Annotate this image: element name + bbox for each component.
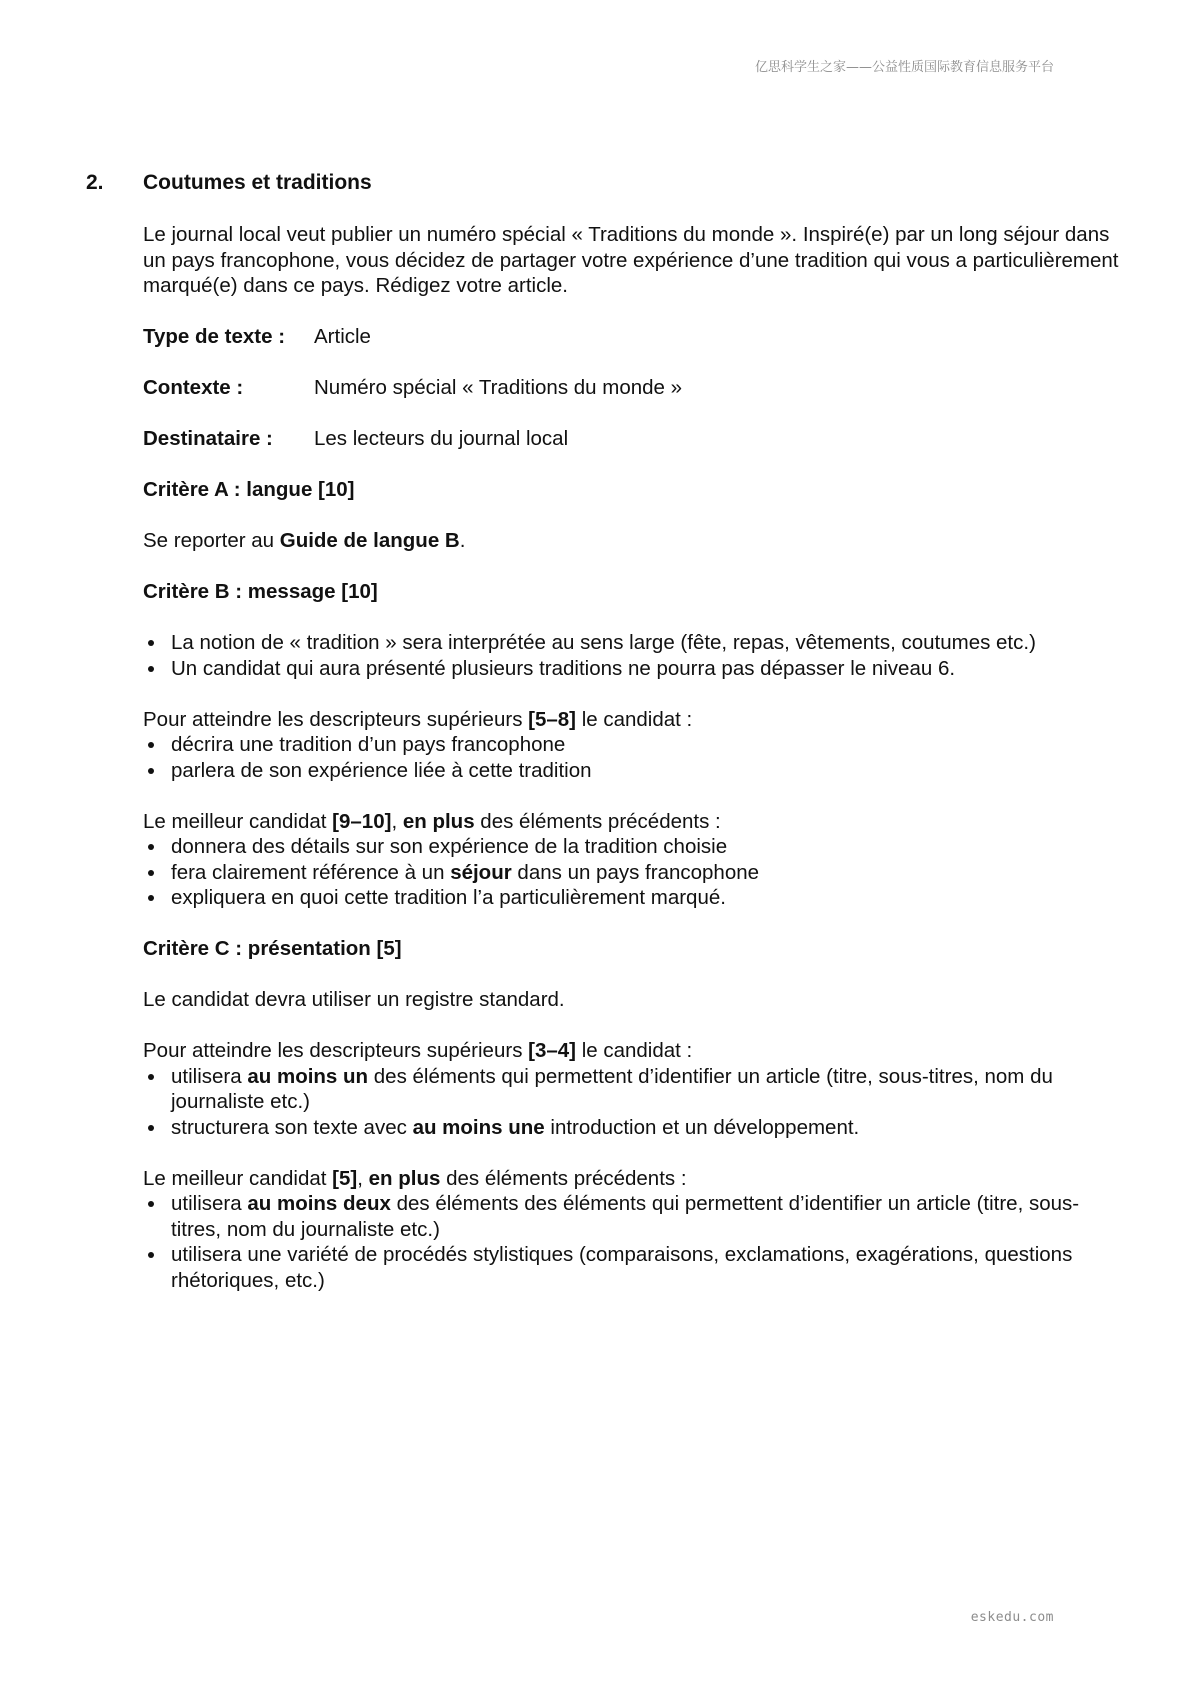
field-label: Contexte : (143, 376, 244, 399)
criterion-b-upper-intro: Pour atteindre les descripteurs supérieurs [5–8] le candidat : (143, 707, 693, 731)
prompt-paragraph: Le journal local veut publier un numéro spécial « Traditions du monde ». Inspiré(e) par un long séjour dans un pays francophone, vous décidez de partager votre expérience d’une tradition qui vous a particulièrement marqué(e) dans ce pays. Rédigez votre article. (143, 223, 1119, 297)
criterion-b-general-list (143, 630, 1123, 681)
list-item: fera clairement référence à un séjour dans un pays francophone (143, 860, 1123, 886)
field-row-context (143, 375, 1123, 401)
list-item: parlera de son expérience liée à cette tradition (143, 758, 1123, 784)
list-item: structurera son texte avec au moins une introduction et un développement. (143, 1115, 1123, 1141)
list-item: utilisera au moins un des éléments qui permettent d’identifier un article (titre, sous-titres, nom du journaliste etc.) (143, 1064, 1123, 1115)
list-item: La notion de « tradition » sera interprétée au sens large (fête, repas, vêtements, coutumes etc.) (143, 630, 1123, 656)
field-value: Numéro spécial « Traditions du monde » (314, 376, 683, 399)
criterion-b-heading: Critère B : message [10] (143, 580, 378, 603)
section-title (86, 171, 372, 195)
criterion-b-best-list (143, 834, 1123, 911)
list-item: utilisera une variété de procédés stylistiques (comparaisons, exclamations, exagérations, questions rhétoriques, etc.) (143, 1242, 1123, 1293)
field-row-type (143, 324, 1123, 350)
field-row-recipient (143, 426, 1123, 452)
criterion-c-upper-list (143, 1064, 1123, 1141)
field-value: Les lecteurs du journal local (314, 427, 569, 450)
list-item: utilisera au moins deux des éléments des éléments qui permettent d’identifier un article (titre, sous-titres, nom du journaliste etc.) (143, 1191, 1123, 1242)
list-item: donnera des détails sur son expérience de la tradition choisie (143, 834, 1123, 860)
field-label: Destinataire : (143, 427, 273, 450)
document-body (143, 222, 1123, 1293)
field-label: Type de texte : (143, 325, 286, 348)
page-footer: eskedu.com (970, 1610, 1054, 1625)
criterion-c-best-list (143, 1191, 1123, 1293)
criterion-b-upper-list (143, 732, 1123, 783)
criterion-c-register: Le candidat devra utiliser un registre standard. (143, 988, 565, 1011)
section-number: 2. (86, 171, 104, 194)
page-header: 亿思科学生之家——公益性质国际教育信息服务平台 (754, 60, 1054, 75)
criterion-c-upper-intro: Pour atteindre les descripteurs supérieurs [3–4] le candidat : (143, 1039, 693, 1062)
criterion-c-heading: Critère C : présentation [5] (143, 937, 402, 960)
criterion-a-heading: Critère A : langue [10] (143, 478, 355, 501)
criterion-c-best-intro: Le meilleur candidat [5], en plus des éléments précédents : (143, 1166, 687, 1190)
criterion-a-text: Se reporter au Guide de langue B. (143, 529, 466, 552)
list-item: décrira une tradition d’un pays francophone (143, 732, 1123, 758)
section-title-text: Coutumes et traditions (143, 171, 372, 194)
list-item: expliquera en quoi cette tradition l’a particulièrement marqué. (143, 885, 1123, 911)
criterion-b-best-intro: Le meilleur candidat [9–10], en plus des éléments précédents : (143, 809, 721, 833)
field-value: Article (314, 325, 371, 348)
list-item: Un candidat qui aura présenté plusieurs traditions ne pourra pas dépasser le niveau 6. (143, 656, 1123, 682)
